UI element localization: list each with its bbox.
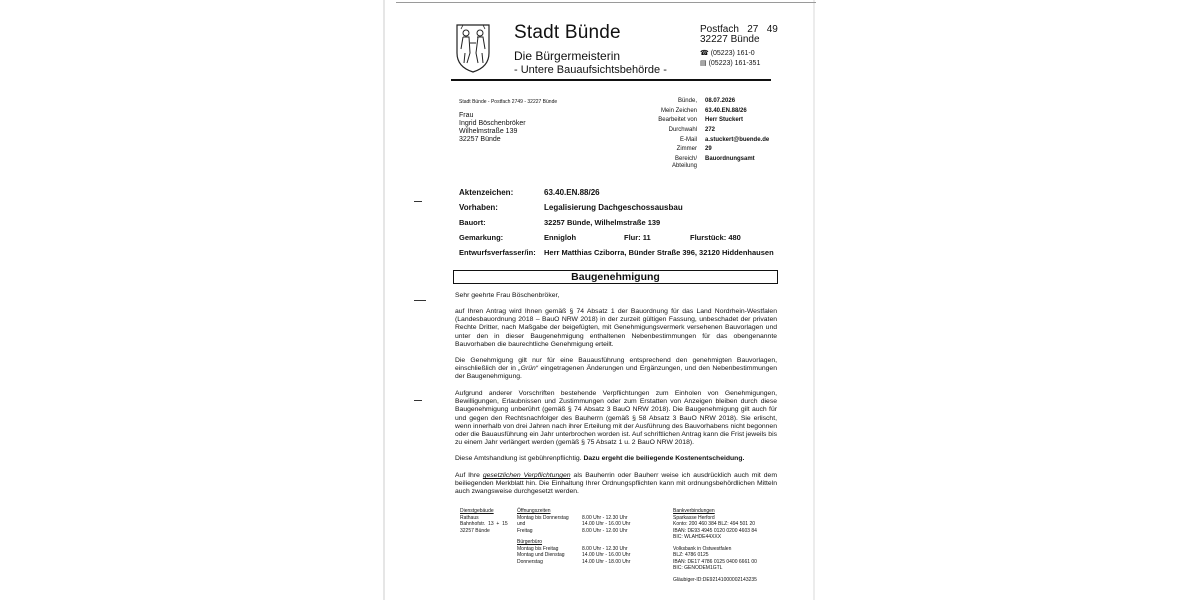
fax-icon: ▤: [700, 60, 707, 67]
footer-office: [460, 508, 508, 534]
footer-bank-line: IBAN: DE93 4945 0120 0200 4603 84: [673, 527, 757, 534]
footer-hours-heading: Öffnungszeiten: [517, 508, 551, 514]
footer-bank-line: Sparkasse Herford: [673, 514, 715, 521]
paragraph-fees: [455, 455, 777, 463]
fold-mark: [414, 201, 422, 202]
footer-bank-line: IBAN: DE17 4786 0125 0400 6661 00: [673, 558, 757, 565]
flur-value: Flur: 11: [624, 233, 651, 242]
paragraph-obligations: Aufgrund anderer Vorschriften bestehende Verpflichtungen zum Einholen von Genehmigungen, Bewilligungen, Erlaubnissen und Zustimmungen oder zum Erstatten von Anzeigen bleiben durch diese Baugenehmigung unberührt (gemäß § 74 Absatz 3 BauO NRW 2018). Die Baugenehmigung gilt auch für und gegen den Rechtsnachfolger des Bauherrn (gemäß § 58 Absatz 3 BauO NRW 2018). Sie erlischt, wenn innerhalb von drei Jahren nach ihrer Erteilung mit der Ausführung des Bauvorhabens nicht begonnen oder die Bauausführung ein Jahr unterbrochen worden ist. Auf schriftlichen Antrag kann die Frist jeweils bis zu einem Jahr verlängert werden (gemäß § 75 Absatz 1 u. 2 BauO NRW 2018).: [455, 390, 777, 447]
aktenzeichen-label: Aktenzeichen:: [459, 188, 514, 197]
paragraph-validity-text-2: eingetragenen Änderungen und Ergänzungen, und den Nebenbestimmungen der Baugenehmigung.: [455, 365, 777, 381]
info-room: 29: [705, 146, 712, 152]
bauort-label: Bauort:: [459, 218, 486, 227]
phone-icon: ☎: [700, 50, 709, 57]
footer-creditor-id: Gläubiger-ID:DE92141000002143235: [673, 576, 757, 583]
info-label-extension: Durchwahl: [668, 127, 697, 133]
phone-number: (05223) 161-0: [710, 50, 755, 57]
punch-mark: [414, 300, 426, 301]
paragraph-validity: [455, 357, 777, 382]
footer-bank-line: BLZ: 4786 0125: [673, 552, 709, 558]
footer-hours-time: 14.00 Uhr - 16.00 Uhr: [582, 521, 631, 527]
info-label-reference: Mein Zeichen: [660, 108, 697, 114]
paragraph-fees-text: Diese Amtshandlung ist gebührenpflichtig.: [455, 455, 584, 462]
info-label-email: E-Mail: [679, 137, 697, 143]
info-extension: 272: [705, 127, 716, 133]
info-label-room: Zimmer: [676, 146, 697, 152]
sender-line: Stadt Bünde - Postfach 2749 - 32227 Bünde: [459, 99, 558, 105]
info-date: 08.07.2026: [705, 98, 736, 104]
footer-bank-line: BIC: GENODEM1GTL: [673, 565, 723, 571]
info-department: Bauordnungsamt: [705, 156, 755, 162]
paragraph-validity-text: Die Genehmigung gilt nur für eine Bauausführung entsprechend den genehmigten Bauvorlagen, einschließlich der in: [455, 357, 777, 373]
flurstueck-value: Flurstück: 480: [690, 233, 741, 242]
postal-city: 32227 Bünde: [700, 34, 760, 45]
gemarkung-value: Ennigloh: [544, 233, 577, 242]
info-label-area: Bereich/: [674, 156, 697, 162]
footer-hours-day: und: [517, 521, 526, 527]
footer-citizen-day: Montag und Dienstag: [517, 552, 565, 558]
salutation: Sehr geehrte Frau Böschenbröker,: [455, 292, 560, 299]
scan-top-line: [396, 2, 816, 3]
entwurf-label: Entwurfsverfasser/in:: [459, 248, 536, 257]
footer-citizen-heading: Bürgerbüro: [517, 539, 543, 545]
footer-office-line: Bahnhofstr. 13 + 15: [460, 521, 508, 527]
paragraph-duties: [455, 472, 777, 497]
info-email: a.stuckert@buende.de: [705, 137, 770, 143]
scan-edge-right: [813, 0, 815, 600]
info-label-date: Bünde,: [677, 98, 697, 104]
footer-citizen-time: 14.00 Uhr - 16.00 Uhr: [582, 552, 631, 558]
info-label-department: Abteilung: [671, 163, 697, 169]
footer-bank-line: Volksbank in Ostwestfalen: [673, 545, 732, 552]
paragraph-duties-text: Auf Ihre: [455, 472, 483, 479]
footer-office-line: Rathaus: [460, 514, 479, 521]
paragraph-fees-bold: Dazu ergeht die beiliegende Kostenentscheidung.: [583, 455, 745, 462]
recipient-line: Wilhelmstraße 139: [459, 128, 518, 135]
paragraph-duties-link: gesetzlichen Verpflichtungen: [482, 472, 571, 479]
document-title: Baugenehmigung: [453, 270, 778, 284]
recipient-line: Ingrid Böschenbröker: [459, 120, 526, 127]
footer-office-heading: Dienstgebäude: [460, 508, 494, 514]
phone-line: [700, 49, 755, 57]
office-title: Die Bürgermeisterin: [514, 49, 621, 63]
vorhaben-label: Vorhaben:: [459, 203, 498, 212]
bauort-value: 32257 Bünde, Wilhelmstraße 139: [544, 218, 661, 227]
recipient-line: Frau: [459, 112, 474, 119]
paragraph-duties-text-2: als Bauherrin oder Bauherr weise ich ausdrücklich auch mit dem beiliegenden Merkblatt hin. Die Einhaltung Ihrer Ordnungspflichten kann mit ordnungsbehördlichen Mitteln auch zwangsweise durchgesetzt werden.: [455, 472, 777, 496]
info-label-handler: Bearbeitet von: [658, 117, 697, 123]
gemarkung-label: Gemarkung:: [459, 233, 504, 242]
footer-hours-time: 8.00 Uhr - 12.30 Uhr: [582, 514, 628, 521]
city-title: Stadt Bünde: [514, 22, 621, 43]
footer-citizen-time: 8.00 Uhr - 12.30 Uhr: [582, 545, 628, 552]
footer-hours-time: 8.00 Uhr - 12.00 Uhr: [582, 527, 628, 534]
recipient-address: [459, 112, 526, 144]
footer-bank-line: BIC: WLAHDE44XXX: [673, 534, 722, 540]
footer-citizen-time: 14.00 Uhr - 18.00 Uhr: [582, 558, 631, 565]
entwurf-value: Herr Matthias Cziborra, Bünder Straße 396, 32120 Hiddenhausen: [544, 248, 774, 257]
department-title: - Untere Bauaufsichtsbehörde -: [514, 64, 667, 76]
info-reference: 63.40.EN.88/26: [705, 108, 747, 114]
fax-number: (05223) 161-351: [708, 60, 761, 67]
footer-citizen-day: Donnerstag: [517, 558, 543, 565]
paragraph-grant: auf Ihren Antrag wird Ihnen gemäß § 74 Absatz 1 der Bauordnung für das Land Nordrhein-Westfalen (Landesbauordnung 2018 – BauO NRW 2018) in der zurzeit gültigen Fassung, unbeschadet der privaten Rechte Dritter, nach Maßgabe der beigefügten, mit Genehmigungsvermerk versehenen Bauvorlagen und unter den in dieser Baugenehmigung enthaltenen Nebenbestimmungen für das obengenannte Bauvorhaben die baurechtliche Genehmigung erteilt.: [455, 308, 777, 348]
scan-edge-left: [383, 0, 385, 600]
recipient-line: 32257 Bünde: [459, 136, 501, 143]
footer-hours: [517, 508, 569, 565]
postfach-line: Postfach 27 49: [700, 24, 778, 35]
fold-mark: [414, 400, 422, 401]
footer-office-line: 32257 Bünde: [460, 527, 490, 534]
header-rule: [451, 79, 771, 81]
vorhaben-value: Legalisierung Dachgeschossausbau: [544, 203, 683, 212]
footer-hours-day: Montag bis Donnerstag: [517, 514, 569, 521]
footer-citizen-day: Montag bis Freitag: [517, 545, 559, 552]
footer-bank-line: Konto: 200 460 384 BLZ: 494 501 20: [673, 521, 756, 527]
info-handler: Herr Stuckert: [705, 117, 744, 123]
paragraph-validity-green: „Grün“: [518, 365, 539, 373]
footer-bank-heading: Bankverbindungen: [673, 508, 715, 514]
city-crest-icon: [455, 23, 491, 73]
footer-hours-day: Freitag: [517, 527, 533, 534]
footer-times: [582, 508, 630, 565]
footer-bank: [673, 508, 757, 583]
fax-line: [700, 59, 760, 67]
aktenzeichen-value: 63.40.EN.88/26: [544, 188, 600, 197]
